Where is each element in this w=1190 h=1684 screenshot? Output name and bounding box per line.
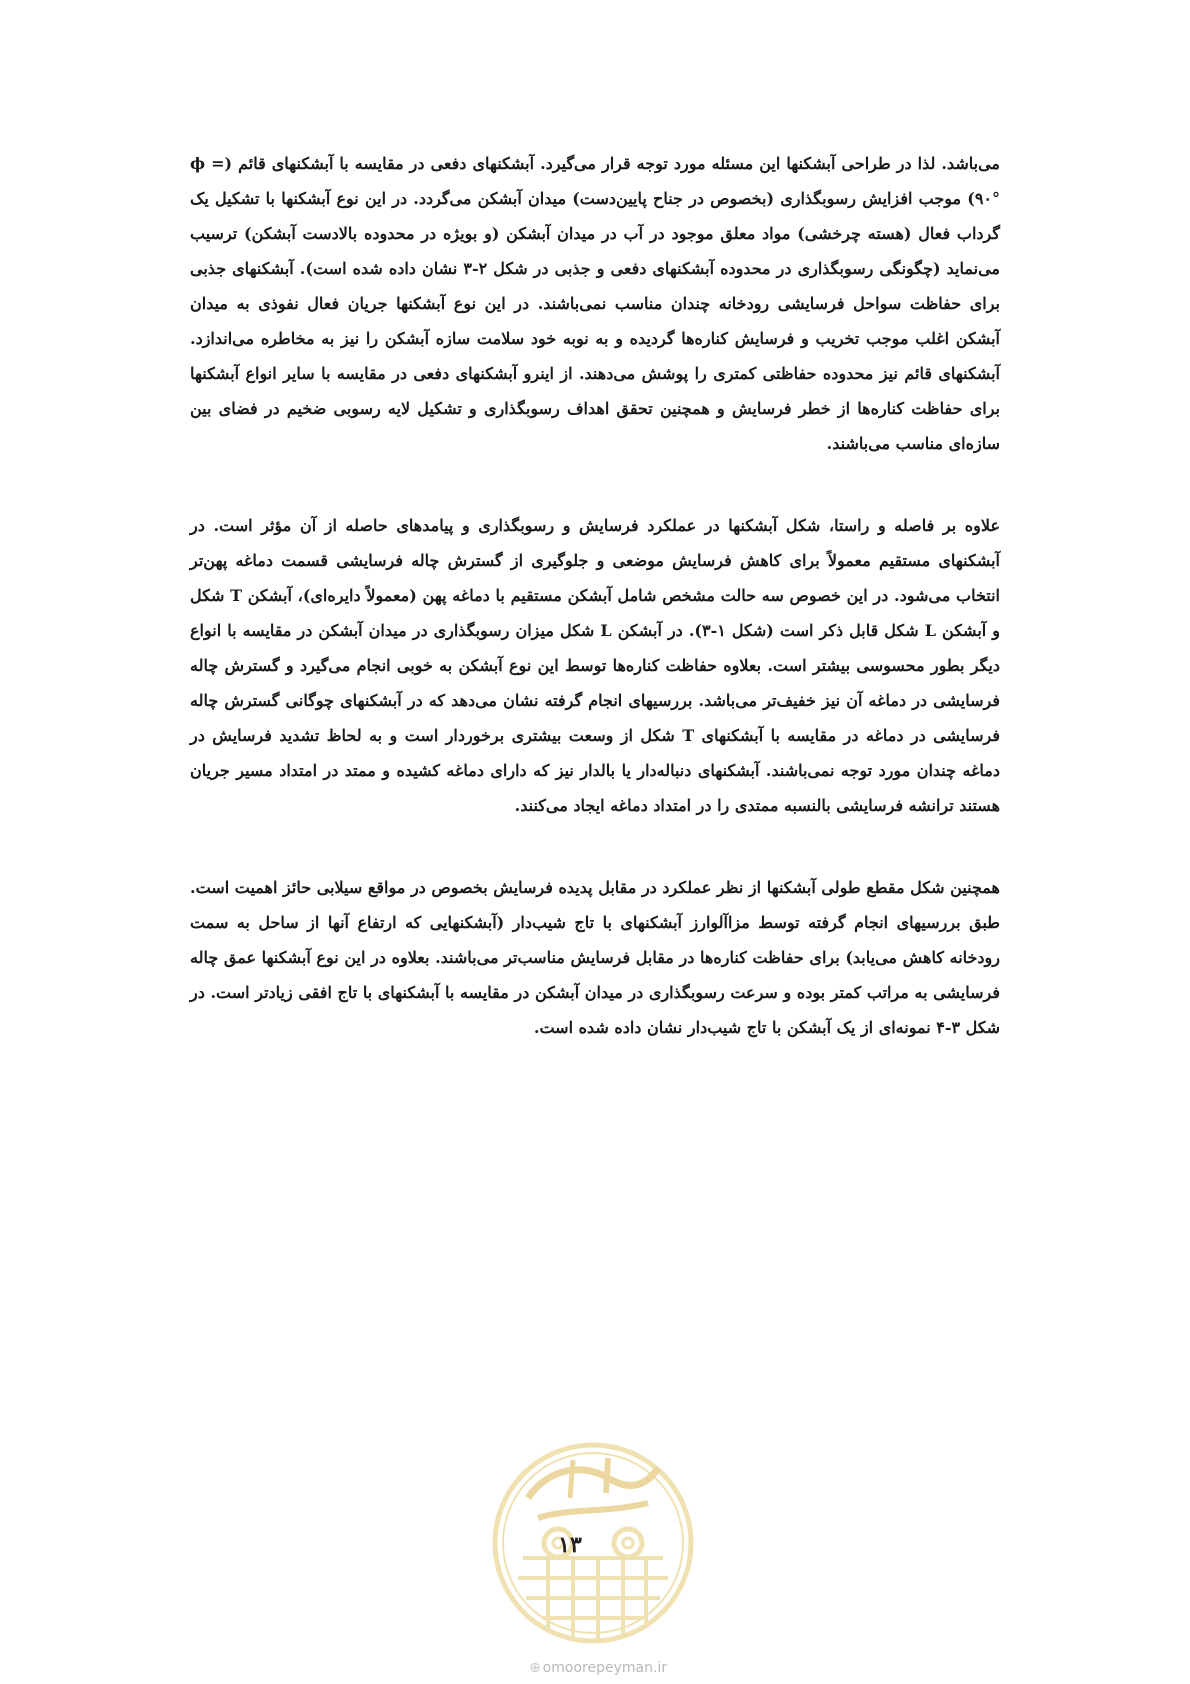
footer-url[interactable] bbox=[488, 1660, 708, 1676]
paragraph-3: همچنین شکل مقطع طولی آبشکنها از نظر عملکرد در مقابل پدیده فرسایش بخصوص در مواقع سیلابی حائز اهمیت است. طبق بررسیهای انجام گرفته توسط مزاآلوارز آبشکنهای با تاج شیب‌دار (آبشکنهایی که ارتفاع آنها از ساحل به سمت رودخانه کاهش می‌یابد) برای حفاظت کناره‌ها در مقابل فرسایش مناسب‌تر می‌باشند. بعلاوه در این نوع آبشکنها عمق چاله فرسایشی به مراتب کمتر بوده و سرعت رسوبگذاری در میدان آبشکن در مقایسه با آبشکنهای با تاج افقی زیادتر است. در شکل ۳-۴ نمونه‌ای از یک آبشکن با تاج شیب‌دار نشان داده شده است. bbox=[190, 878, 1001, 1037]
paragraph-1: می‌باشد. لذا در طراحی آبشکنها این مسئله مورد توجه قرار می‌گیرد. آبشکنهای دفعی در مقایسه با آبشکنهای قائم (ϕ = ۹۰°) موجب افزایش رسوبگذاری (بخصوص در جناح پایین‌دست) میدان آبشکن می‌گردد. در این نوع آبشکنها با تشکیل یک گرداب فعال (هسته چرخشی) مواد معلق موجود در آب در میدان آبشکن (و بویژه در محدوده بالادست آبشکن) ترسیب می‌نماید (چگونگی رسوبگذاری در محدوده آبشکنهای دفعی و جذبی در شکل ۲-۳ نشان داده شده است). آبشکنهای جذبی برای حفاظت سواحل فرسایشی رودخانه چندان مناسب نمی‌باشند. در این نوع آبشکنها جریان فعال نفوذی به میدان آبشکن اغلب موجب تخریب و فرسایش کناره‌ها گردیده و به نوبه خود سلامت سازه آبشکن را نیز به مخاطره می‌اندازد. آبشکنهای قائم نیز محدوده حفاظتی کمتری را پوشش می‌دهند. از اینرو آبشکنهای دفعی در مقایسه با سایر انواع آبشکنها برای حفاظت کناره‌ها از خطر فرسایش و همچنین تحقق اهداف رسوبگذاری و تشکیل لایه رسوبی ضخیم در فضای بین سازه‌ای مناسب می‌باشند. bbox=[190, 154, 1001, 453]
paragraph-2: علاوه بر فاصله و راستا، شکل آبشکنها در عملکرد فرسایش و رسوبگذاری و پیامدهای حاصله از آن مؤثر است. در آبشکنهای مستقیم معمولاً برای کاهش فرسایش موضعی و جلوگیری از گسترش چاله فرسایشی قسمت دماغه پهن‌تر انتخاب می‌شود. در این خصوص سه حالت مشخص شامل آبشکن مستقیم با دماغه پهن (معمولاً دایره‌ای)، آبشکن T شکل و آبشکن L شکل قابل ذکر است (شکل ۱-۳). در آبشکن L شکل میزان رسوبگذاری در میدان آبشکن در مقایسه با انواع دیگر بطور محسوسی بیشتر است. بعلاوه حفاظت کناره‌ها توسط این نوع آبشکن به خوبی انجام می‌گیرد و گسترش چاله فرسایشی در دماغه آن نیز خفیف‌تر می‌باشد. بررسیهای انجام گرفته نشان می‌دهد که در آبشکنهای چوگانی گسترش چاله فرسایشی در دماغه در مقایسه با آبشکنهای T شکل از وسعت بیشتری برخوردار است و به لحاظ تشدید فرسایش در دماغه چندان مورد توجه نمی‌باشند. آبشکنهای دنباله‌دار یا بالدار نیز که دارای دماغه کشیده و ممتد در امتداد مسیر جریان هستند ترانشه فرسایشی بالنسبه ممتدی را در امتداد دماغه ایجاد می‌کنند. bbox=[190, 516, 1001, 815]
body-text bbox=[190, 146, 1000, 1045]
page-number: ۱۳ bbox=[558, 1532, 582, 1558]
web-icon: ⊕ bbox=[528, 1660, 541, 1676]
footer-url-text: omoorepeyman.ir bbox=[542, 1660, 668, 1676]
